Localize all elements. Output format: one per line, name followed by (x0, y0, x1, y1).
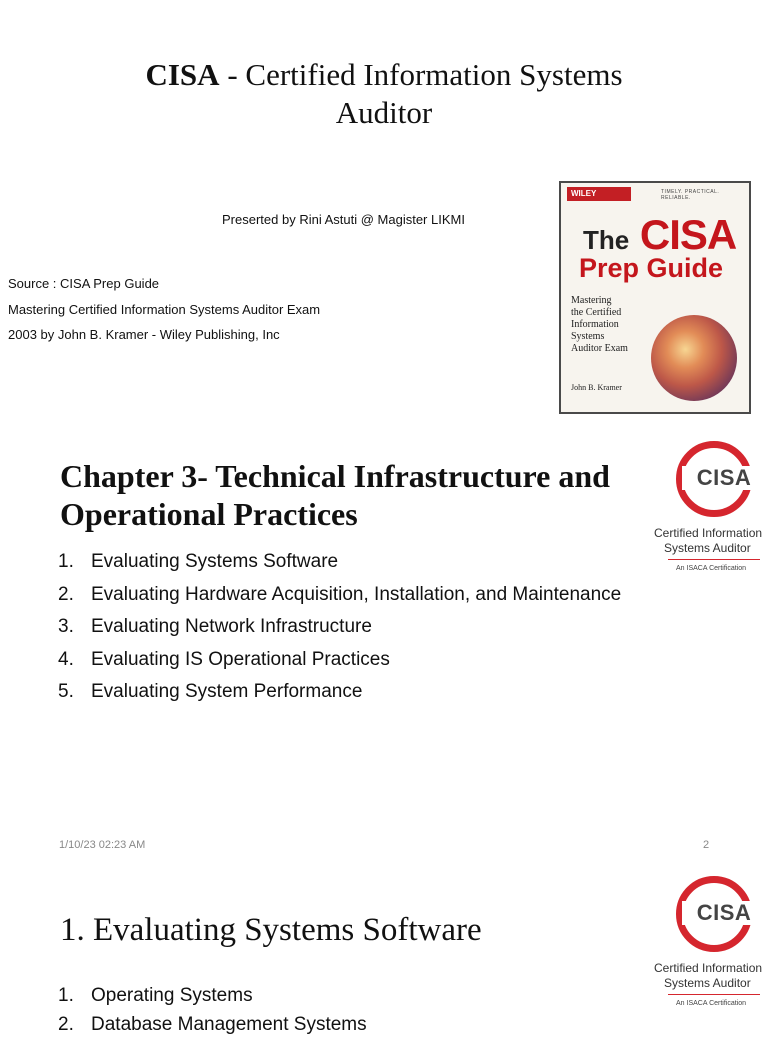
book-title-cisa: CISA (639, 211, 737, 258)
cisa-logo-rule (668, 559, 760, 560)
chapter-title (60, 457, 680, 533)
cisa-logo-line1: Certified Information (654, 526, 763, 540)
list-item-num: 3. (58, 616, 74, 637)
source-line-2: Mastering Certified Information Systems Auditor Exam (8, 302, 321, 317)
list-item-num: 2. (58, 584, 74, 605)
book-title-line2: Prep Guide (579, 253, 724, 283)
list-item-num: 5. (58, 681, 74, 702)
cisa-logo-line2: Systems Auditor (664, 976, 751, 990)
presenter-line: Preserted by Rini Astuti @ Magister LIKMI (222, 212, 465, 227)
list-item (58, 583, 621, 607)
list-item (58, 615, 372, 639)
cisa-logo-line3: An ISACA Certification (676, 565, 747, 572)
book-subtitle-4: Systems (571, 331, 605, 342)
book-subtitle-1: Mastering (571, 295, 612, 306)
list-item (58, 984, 253, 1008)
list-item-label: Evaluating IS Operational Practices (91, 649, 390, 670)
list-item-label: Evaluating System Performance (91, 681, 363, 702)
list-item-num: 1. (58, 985, 74, 1006)
source-line-1: Source : CISA Prep Guide (8, 276, 160, 291)
cisa-logo-line1: Certified Information (654, 961, 763, 975)
book-cover (559, 181, 751, 414)
list-item-label: Evaluating Systems Software (91, 551, 339, 572)
list-item-num: 4. (58, 649, 74, 670)
slide1-title-bold: CISA (145, 57, 220, 92)
section-title: 1. Evaluating Systems Software (60, 912, 482, 948)
book-subtitle (571, 295, 628, 355)
list-item (58, 648, 390, 672)
list-item (58, 550, 338, 574)
cisa-logo-line2: Systems Auditor (664, 541, 751, 555)
list-item-label: Operating Systems (91, 985, 253, 1006)
cisa-logo-word: CISA (682, 466, 766, 490)
list-item-label: Database Management Systems (91, 1014, 367, 1035)
list-item-num: 2. (58, 1014, 74, 1035)
book-subtitle-5: Auditor Exam (571, 343, 628, 354)
list-item-num: 1. (58, 551, 74, 572)
book-author: John B. Kramer (571, 383, 622, 392)
list-item-label: Evaluating Network Infrastructure (91, 616, 372, 637)
list-item (58, 680, 362, 704)
book-publisher: WILEY (567, 187, 631, 201)
cisa-logo-rule (668, 994, 760, 995)
footer-date: 1/10/23 02:23 AM (59, 839, 146, 851)
chapter-title-line1: Chapter 3- Technical Infrastructure and (60, 458, 610, 494)
source-line-3: 2003 by John B. Kramer - Wiley Publishing, Inc (8, 327, 280, 342)
book-subtitle-2: the Certified (571, 307, 622, 318)
book-tagline: TIMELY. PRACTICAL. RELIABLE. (661, 189, 720, 201)
book-subtitle-3: Information (571, 319, 619, 330)
cisa-logo-word: CISA (682, 901, 766, 925)
chapter-title-line2: Operational Practices (60, 496, 358, 532)
slide1-title (0, 56, 768, 132)
book-title-the: The (583, 225, 630, 255)
slide1-title-rest: - Certified Information Systems (219, 57, 623, 92)
list-item-label: Evaluating Hardware Acquisition, Installation, and Maintenance (91, 584, 622, 605)
book-orb-image (651, 315, 737, 401)
cisa-logo-line3: An ISACA Certification (676, 1000, 747, 1007)
slide1-title-line2: Auditor (335, 95, 433, 130)
cisa-logo (654, 876, 768, 1016)
footer-page-number: 2 (703, 839, 710, 851)
list-item (58, 1013, 367, 1037)
